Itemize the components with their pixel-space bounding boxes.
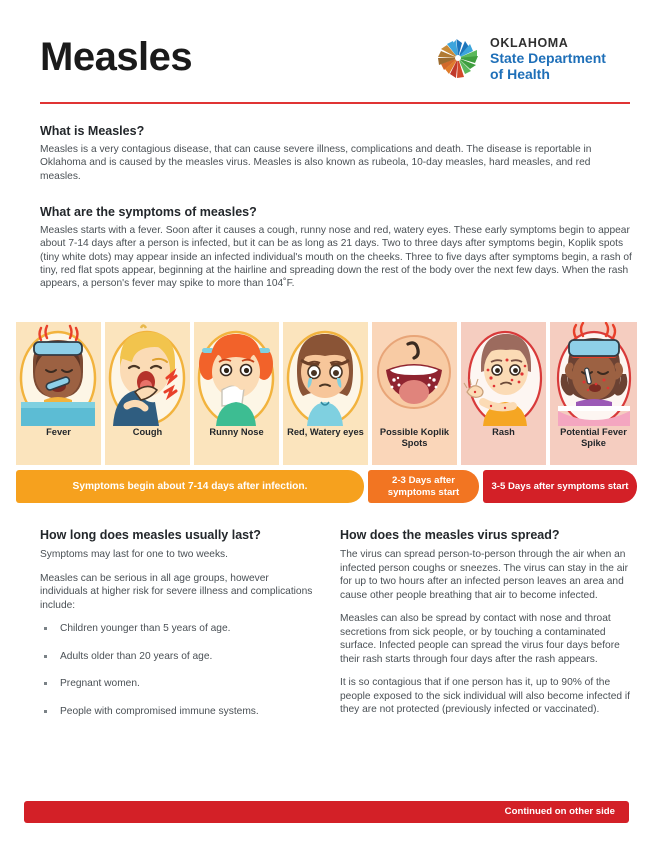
logo-line-state-department: State Department (490, 50, 606, 66)
logo-line-oklahoma: OKLAHOMA (490, 36, 569, 50)
section-how-long-does-measles-last (40, 528, 318, 732)
symptom-timeline (16, 470, 637, 503)
panel-label: Possible Koplik Spots (379, 427, 450, 448)
panel-label: Potential Fever Spike (560, 427, 627, 448)
section-how-does-virus-spread (340, 528, 632, 727)
section-paragraph-2: Measles can be serious in all age groups, however individuals at higher risk for severe illness and complications include: (40, 572, 313, 611)
list-item: Children younger than 5 years of age. (40, 622, 318, 636)
symptom-panel-potential-fever-spike (550, 322, 637, 465)
section-what-is-measles (40, 124, 632, 183)
timeline-bar-incubation (16, 470, 364, 503)
child-coughing-icon (105, 322, 190, 426)
list-item: People with compromised immune systems. (40, 705, 318, 719)
section-heading: What are the symptoms of measles? (40, 205, 257, 219)
timeline-bar-2-3-days (368, 470, 479, 503)
header-divider (40, 102, 630, 104)
section-paragraph-1: The virus can spread person-to-person through the air when an infected person coughs or sneezes. The virus can stay in the air for up to two hours after an infected person leaves an area and cause other people breathing that air to become infected. (340, 549, 629, 601)
panel-label: Cough (132, 427, 163, 437)
list-item: Pregnant women. (40, 677, 318, 691)
open-mouth-koplik-spots-icon (372, 322, 457, 426)
child-with-rash-icon (461, 322, 546, 426)
symptom-illustration-strip (16, 322, 637, 465)
footer-note: Continued on other side (504, 806, 615, 817)
symptom-panel-red-watery-eyes (283, 322, 368, 465)
panel-label: Runny Nose (209, 427, 264, 437)
pinwheel-star-logo-icon (432, 36, 484, 82)
child-fever-spike-icon (550, 322, 637, 426)
section-heading: How long does measles usually last? (40, 528, 261, 542)
logo-line-of-health: of Health (490, 66, 550, 82)
oklahoma-state-department-of-health-logo (432, 36, 632, 82)
timeline-bar-3-5-days (483, 470, 637, 503)
symptom-panel-cough (105, 322, 190, 465)
symptom-panel-fever (16, 322, 101, 465)
section-paragraph-2: Measles can also be spread by contact with nose and throat secretions from sick people, or by touching a contaminated surface. Infected people can spread the virus four days before their rash starts through four days after the rash appears. (340, 613, 620, 665)
logo-wordmark (490, 37, 606, 82)
panel-label: Fever (46, 427, 71, 437)
timeline-label: Symptoms begin about 7-14 days after infection. (72, 481, 308, 492)
section-heading: What is Measles? (40, 124, 145, 138)
section-paragraph-3: It is so contagious that if one person has it, up to 90% of the people exposed to the sick individual will also become infected if they are not protected (previously infected or vaccinated). (340, 677, 630, 715)
section-body: Measles is a very contagious disease, that can cause severe illness, complications and death. The disease is reportable in Oklahoma and is caused by the measles virus. Measles is also known as rubeola, 10-day measles, hard measles, and red measles. (40, 144, 592, 182)
timeline-label: 2-3 Days after symptoms start (387, 475, 460, 498)
section-paragraph-1: Symptoms may last for one to two weeks. (40, 549, 228, 560)
panel-label: Rash (492, 427, 515, 437)
timeline-label: 3-5 Days after symptoms start (491, 480, 629, 492)
symptom-panel-runny-nose (194, 322, 279, 465)
page-title: Measles (40, 35, 193, 79)
panel-label: Red, Watery eyes (287, 427, 364, 437)
section-body: Measles starts with a fever. Soon after it causes a cough, runny nose and red, watery eyes. These early symptoms begin to appear about 7-14 days after a person is infected, but it can be as long as 21 days. Two to three days after symptoms begin, Koplik spots (tiny white dots) may appear inside an infected individual's mouth on the cheeks. Three to five days after symptoms begin, a rash of tiny, red flat spots appear, beginning at the hairline and spreading down the rest of the body over the next few days. When the rash appears, a person's fever may spike to more than 104˚F. (40, 225, 632, 290)
symptom-panel-koplik-spots (372, 322, 457, 465)
list-item: Adults older than 20 years of age. (40, 650, 318, 664)
page-header (0, 0, 653, 95)
risk-group-list (40, 622, 318, 718)
section-heading: How does the measles virus spread? (340, 528, 560, 542)
footer-bar (24, 801, 629, 823)
child-teary-eyes-icon (283, 322, 368, 426)
section-symptoms (40, 205, 632, 290)
child-with-tissue-icon (194, 322, 279, 426)
symptom-panel-rash (461, 322, 546, 465)
child-in-bed-with-compress-icon (16, 322, 101, 426)
